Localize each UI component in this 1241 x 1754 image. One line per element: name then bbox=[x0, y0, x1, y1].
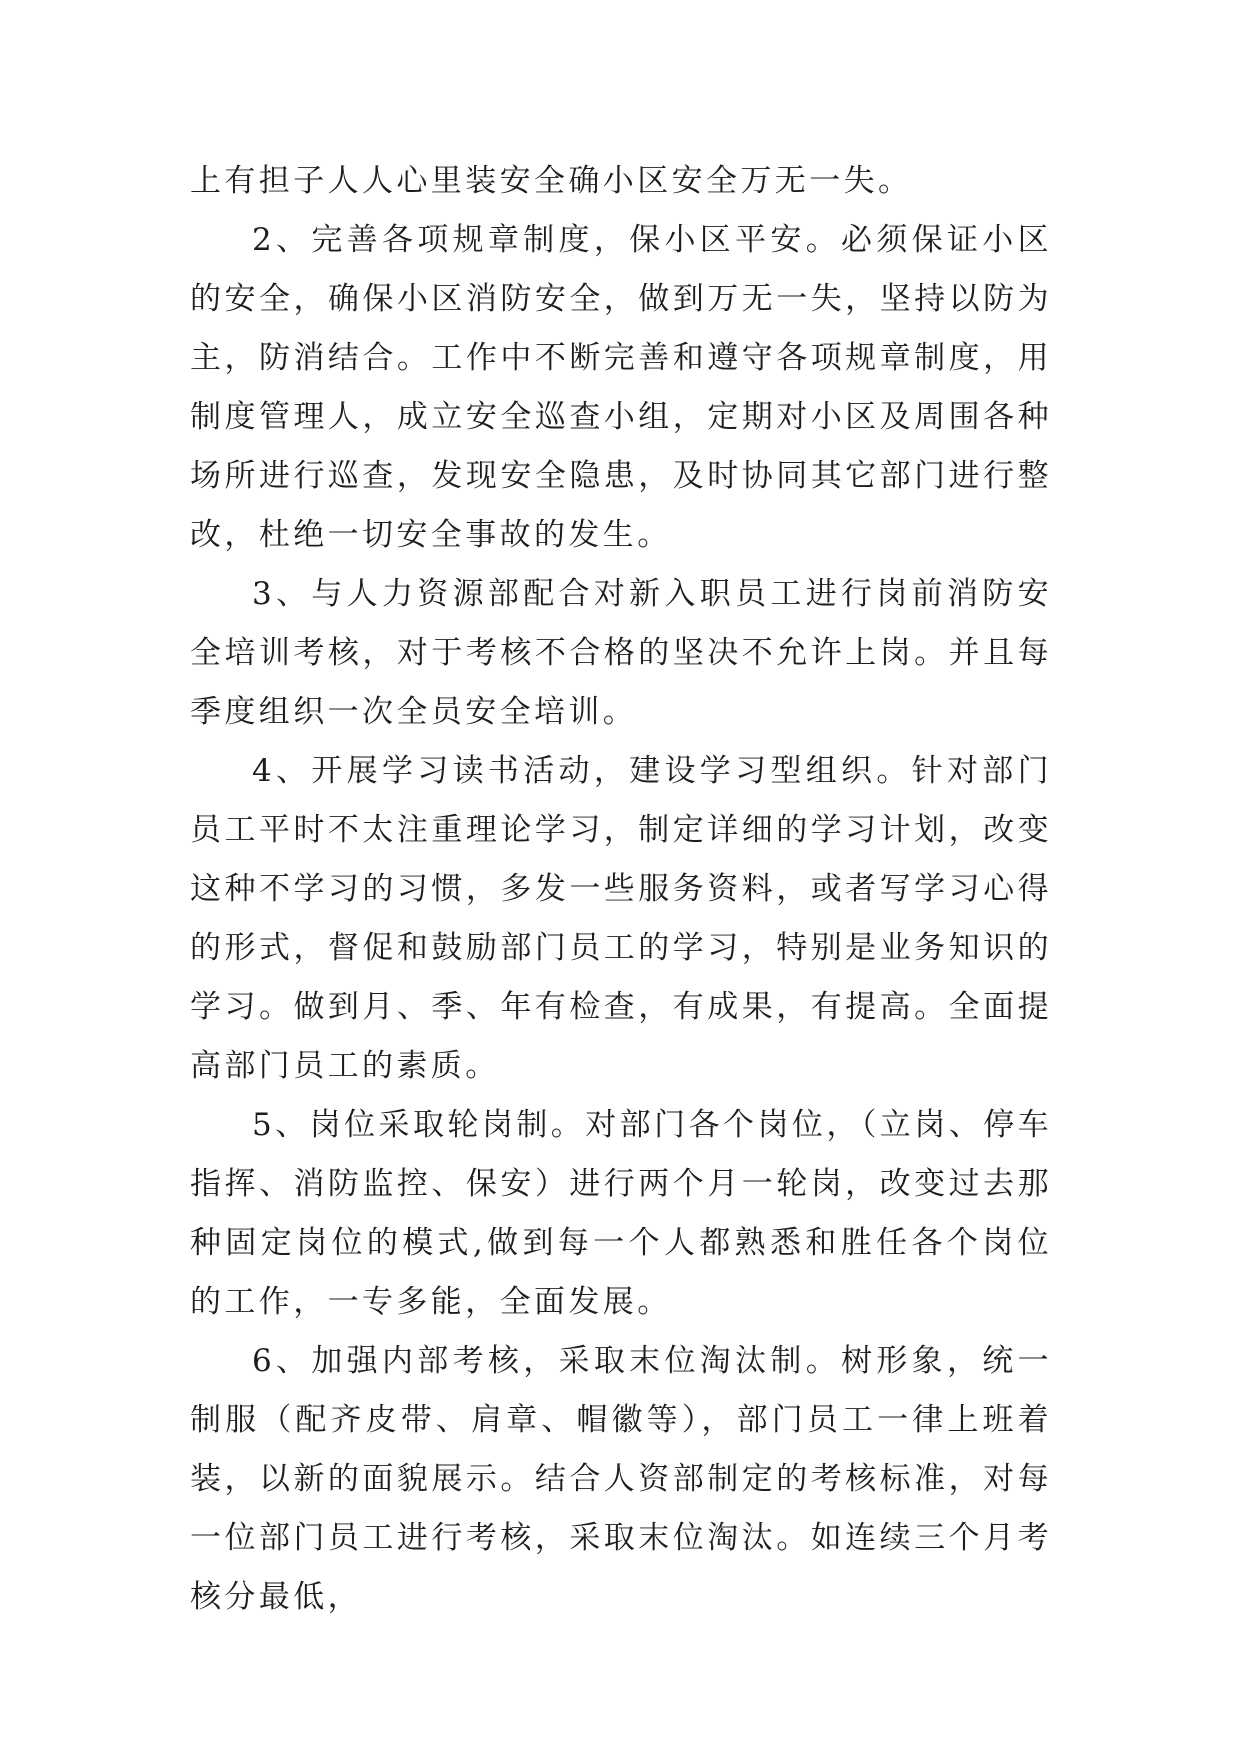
paragraph-1: 上有担子人人心里装安全确小区安全万无一失。 bbox=[190, 163, 913, 199]
paragraph-5: 5、岗位采取轮岗制。对部门各个岗位，（立岗、停车指挥、消防监控、保安）进行两个月一轮岗，改变过去那种固定岗位的模式,做到每一个人都熟悉和胜任各个岗位的工作，一专多能，全面发展。 bbox=[190, 1107, 1052, 1320]
paragraph-4: 4、开展学习读书活动，建设学习型组织。针对部门员工平时不太注重理论学习，制定详细的学习计划，改变这种不学习的习惯，多发一些服务资料，或者写学习心得的形式，督促和鼓励部门员工的学习，特别是业务知识的学习。做到月、季、年有检查，有成果，有提高。全面提高部门员工的素质。 bbox=[190, 753, 1052, 1084]
document-body bbox=[190, 152, 1052, 1627]
paragraph-3: 3、与人力资源部配合对新入职员工进行岗前消防安全培训考核，对于考核不合格的坚决不允许上岗。并且每季度组织一次全员安全培训。 bbox=[190, 576, 1052, 730]
paragraph-2: 2、完善各项规章制度，保小区平安。必须保证小区的安全，确保小区消防安全，做到万无一失，坚持以防为主，防消结合。工作中不断完善和遵守各项规章制度，用制度管理人，成立安全巡查小组，定期对小区及周围各种场所进行巡查，发现安全隐患，及时协同其它部门进行整改，杜绝一切安全事故的发生。 bbox=[190, 222, 1052, 553]
paragraph-6: 6、加强内部考核，采取末位淘汰制。树形象，统一制服（配齐皮带、肩章、帽徽等），部门员工一律上班着装，以新的面貌展示。结合人资部制定的考核标准，对每一位部门员工进行考核，采取末位淘汰。如连续三个月考核分最低， bbox=[190, 1343, 1052, 1615]
